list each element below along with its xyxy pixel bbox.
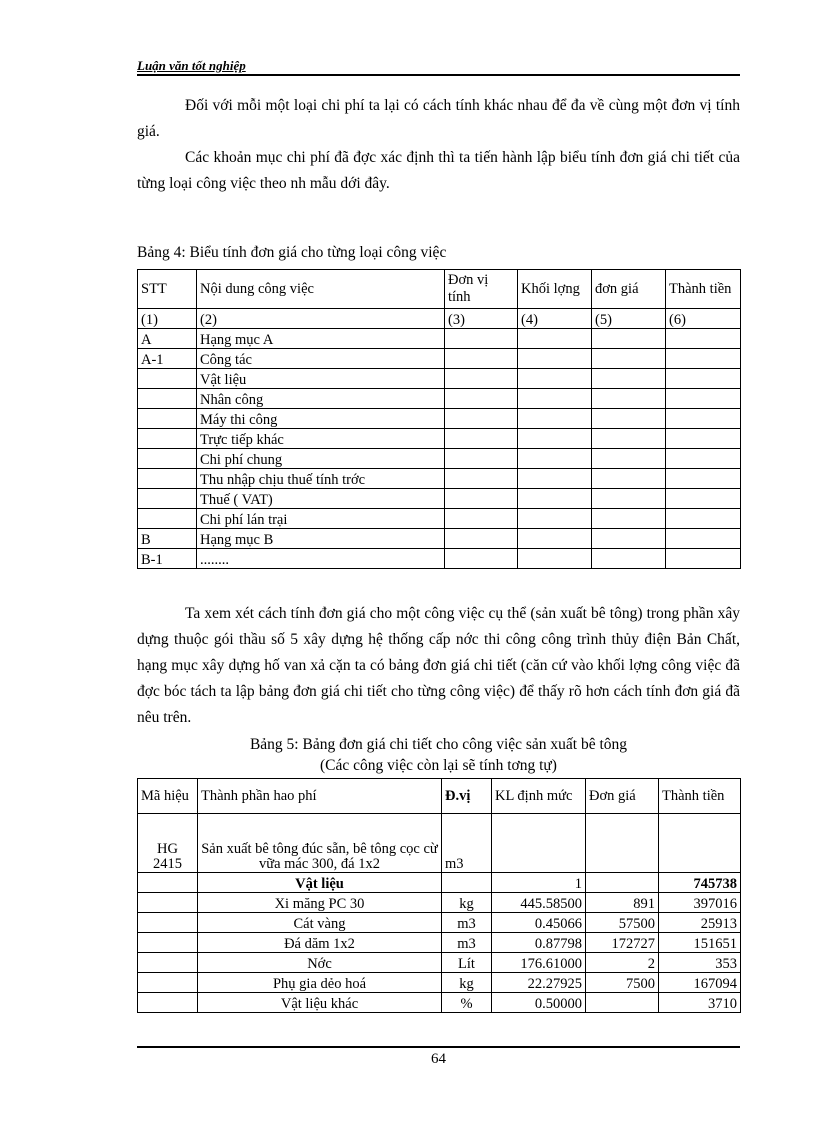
empty-cell <box>518 349 592 369</box>
unit-cell: % <box>442 993 492 1013</box>
empty-cell <box>666 349 741 369</box>
paragraph-2: Các khoản mục chi phí đã đợc xác định thì ta tiến hành lập biểu tính đơn giá chi tiết của từng loại công việc theo nh mẫu dới đây. <box>137 149 740 192</box>
empty-cell <box>666 549 741 569</box>
table4-stt-cell <box>138 449 197 469</box>
empty-cell <box>518 409 592 429</box>
empty-cell <box>592 369 666 389</box>
table4-content-cell: Hạng mục B <box>197 529 445 549</box>
unit-cell: kg <box>442 973 492 993</box>
table4-header-cell: đơn giá <box>592 270 666 309</box>
table4-header-cell: Thành tiền <box>666 270 741 309</box>
empty-cell <box>592 429 666 449</box>
table4-stt-cell: B-1 <box>138 549 197 569</box>
table4-content-cell: Thuế ( VAT) <box>197 489 445 509</box>
table4-stt-cell <box>138 489 197 509</box>
page-number: 64 <box>431 1051 446 1067</box>
table4-stt-cell: A <box>138 329 197 349</box>
empty-cell <box>445 389 518 409</box>
empty-cell <box>518 369 592 389</box>
component-cell: Cát vàng <box>198 913 442 933</box>
price-cell: 7500 <box>586 973 659 993</box>
table4-index-cell: (6) <box>666 309 741 329</box>
code-cell <box>138 993 198 1013</box>
table4-header-cell: Khối lợng <box>518 270 592 309</box>
table4-index-cell: (1) <box>138 309 197 329</box>
table4-row <box>138 549 741 569</box>
total-cell: 167094 <box>659 973 741 993</box>
table5-caption: Bảng 5: Bảng đơn giá chi tiết cho công việc sản xuất bê tông <box>249 736 628 753</box>
empty-cell <box>592 529 666 549</box>
component-cell: Phụ gia dẻo hoá <box>198 973 442 993</box>
component-cell: Nớc <box>198 953 442 973</box>
empty-cell <box>445 489 518 509</box>
empty-cell <box>445 409 518 429</box>
total-cell: 353 <box>659 953 741 973</box>
table4-content-cell: ........ <box>197 549 445 569</box>
table4-content-cell: Công tác <box>197 349 445 369</box>
task-code: HG 2415 <box>138 814 198 873</box>
table4-row <box>138 469 741 489</box>
table5-row <box>138 993 741 1013</box>
table5-header-cell: Đ.vị <box>442 779 492 814</box>
empty-cell <box>445 329 518 349</box>
unit-cell: kg <box>442 893 492 913</box>
paragraph-3: Ta xem xét cách tính đơn giá cho một công việc cụ thể (sản xuất bê tông) trong phần xây dựng thuộc gói thầu số 5 xây dựng hệ thống cấp nớc thi công công trình thủy điện Bản Chất, hạng mục xây dựng hố van xả cặn ta có bảng đơn giá chi tiết (căn cứ vào khối lợng công việc đã đợc bóc tách ta lập bảng đơn giá chi tiết cho từng công việc) để thấy rõ hơn cách tính đơn giá đã nêu trên. <box>137 605 740 726</box>
quantity-cell: 0.50000 <box>492 993 586 1013</box>
table4-header-row <box>138 270 741 309</box>
table5 <box>137 778 741 1013</box>
empty-cell <box>518 329 592 349</box>
code-cell <box>138 893 198 913</box>
table4-row <box>138 409 741 429</box>
empty-cell <box>592 509 666 529</box>
table4-header-cell: Đơn vị tính <box>445 270 518 309</box>
table5-subcaption: (Các công việc còn lại sẽ tính tơng tự) <box>320 757 557 774</box>
empty-cell <box>445 529 518 549</box>
empty-cell <box>666 469 741 489</box>
empty-cell <box>666 409 741 429</box>
empty-cell <box>666 489 741 509</box>
empty-cell <box>666 429 741 449</box>
table4-row <box>138 489 741 509</box>
total-cell: 745738 <box>659 873 741 893</box>
empty-cell <box>592 349 666 369</box>
task-unit: m3 <box>442 814 492 873</box>
empty-cell <box>659 814 741 873</box>
table5-header-cell: Thành phần hao phí <box>198 779 442 814</box>
empty-cell <box>518 469 592 489</box>
quantity-cell: 22.27925 <box>492 973 586 993</box>
empty-cell <box>518 389 592 409</box>
table5-row <box>138 933 741 953</box>
table5-row <box>138 913 741 933</box>
quantity-cell: 1 <box>492 873 586 893</box>
table4-row <box>138 329 741 349</box>
unit-cell: Lít <box>442 953 492 973</box>
table4-body <box>138 329 741 569</box>
empty-cell <box>592 329 666 349</box>
table4-stt-cell <box>138 469 197 489</box>
component-cell: Xi măng PC 30 <box>198 893 442 913</box>
empty-cell <box>445 369 518 389</box>
table4-row <box>138 429 741 449</box>
empty-cell <box>518 429 592 449</box>
table5-body <box>138 873 741 1013</box>
table4-header-cell: Nội dung công việc <box>197 270 445 309</box>
table5-row <box>138 973 741 993</box>
code-cell <box>138 913 198 933</box>
table4-stt-cell <box>138 509 197 529</box>
table5-row <box>138 893 741 913</box>
empty-cell <box>586 814 659 873</box>
empty-cell <box>445 349 518 369</box>
code-cell <box>138 873 198 893</box>
empty-cell <box>592 489 666 509</box>
code-cell <box>138 933 198 953</box>
empty-cell <box>592 549 666 569</box>
table4-row <box>138 509 741 529</box>
table4-content-cell: Thu nhập chịu thuế tính trớc <box>197 469 445 489</box>
empty-cell <box>518 449 592 469</box>
empty-cell <box>666 509 741 529</box>
table4-caption: Bảng 4: Biểu tính đơn giá cho từng loại công việc <box>137 244 447 261</box>
component-cell: Vật liệu khác <box>198 993 442 1013</box>
price-cell: 2 <box>586 953 659 973</box>
empty-cell <box>445 469 518 489</box>
total-cell: 25913 <box>659 913 741 933</box>
table4-stt-cell <box>138 369 197 389</box>
table4-index-cell: (3) <box>445 309 518 329</box>
empty-cell <box>666 329 741 349</box>
quantity-cell: 0.87798 <box>492 933 586 953</box>
empty-cell <box>592 409 666 429</box>
quantity-cell: 445.58500 <box>492 893 586 913</box>
table4-content-cell: Máy thi công <box>197 409 445 429</box>
footer-rule <box>137 1046 740 1048</box>
price-cell: 891 <box>586 893 659 913</box>
empty-cell <box>492 814 586 873</box>
table4-content-cell: Vật liệu <box>197 369 445 389</box>
table4-content-cell: Chi phí lán trại <box>197 509 445 529</box>
total-cell: 151651 <box>659 933 741 953</box>
table4-stt-cell <box>138 389 197 409</box>
paragraph-1: Đối với mỗi một loại chi phí ta lại có cách tính khác nhau để đa về cùng một đơn vị tính giá. <box>137 97 740 140</box>
empty-cell <box>592 469 666 489</box>
code-cell <box>138 973 198 993</box>
empty-cell <box>518 509 592 529</box>
table4-index-cell: (5) <box>592 309 666 329</box>
empty-cell <box>518 529 592 549</box>
table4-content-cell: Hạng mục A <box>197 329 445 349</box>
unit-cell: m3 <box>442 933 492 953</box>
unit-cell <box>442 873 492 893</box>
table5-header-cell: Thành tiền <box>659 779 741 814</box>
table4-content-cell: Trực tiếp khác <box>197 429 445 449</box>
running-header <box>137 58 740 76</box>
price-cell: 57500 <box>586 913 659 933</box>
table4-row <box>138 529 741 549</box>
price-cell: 172727 <box>586 933 659 953</box>
empty-cell <box>666 449 741 469</box>
table5-header-cell: KL định mức <box>492 779 586 814</box>
empty-cell <box>592 389 666 409</box>
empty-cell <box>445 509 518 529</box>
table4-index-row <box>138 309 741 329</box>
component-cell: Vật liệu <box>198 873 442 893</box>
quantity-cell: 0.45066 <box>492 913 586 933</box>
empty-cell <box>445 429 518 449</box>
table5-row <box>138 953 741 973</box>
table5-row <box>138 873 741 893</box>
table4-content-cell: Nhân công <box>197 389 445 409</box>
task-description: Sản xuất bê tông đúc sẵn, bê tông cọc cừ vữa mác 300, đá 1x2 <box>198 814 442 873</box>
quantity-cell: 176.61000 <box>492 953 586 973</box>
table4-row <box>138 349 741 369</box>
table5-header-row <box>138 779 741 814</box>
table4-stt-cell <box>138 429 197 449</box>
empty-cell <box>666 369 741 389</box>
table4 <box>137 269 741 569</box>
unit-cell: m3 <box>442 913 492 933</box>
empty-cell <box>666 529 741 549</box>
empty-cell <box>592 449 666 469</box>
total-cell: 397016 <box>659 893 741 913</box>
price-cell <box>586 873 659 893</box>
table4-stt-cell: B <box>138 529 197 549</box>
table4-row <box>138 369 741 389</box>
table4-index-cell: (2) <box>197 309 445 329</box>
table5-task-row <box>138 814 741 873</box>
empty-cell <box>518 489 592 509</box>
price-cell <box>586 993 659 1013</box>
table4-stt-cell <box>138 409 197 429</box>
empty-cell <box>445 549 518 569</box>
component-cell: Đá dăm 1x2 <box>198 933 442 953</box>
table4-header-cell: STT <box>138 270 197 309</box>
empty-cell <box>518 549 592 569</box>
header-title: Luận văn tốt nghiệp <box>137 58 246 73</box>
table5-header-cell: Đơn giá <box>586 779 659 814</box>
table4-content-cell: Chi phí chung <box>197 449 445 469</box>
empty-cell <box>445 449 518 469</box>
total-cell: 3710 <box>659 993 741 1013</box>
code-cell <box>138 953 198 973</box>
table4-index-cell: (4) <box>518 309 592 329</box>
table5-header-cell: Mã hiệu <box>138 779 198 814</box>
table4-row <box>138 449 741 469</box>
table4-stt-cell: A-1 <box>138 349 197 369</box>
empty-cell <box>666 389 741 409</box>
table4-row <box>138 389 741 409</box>
